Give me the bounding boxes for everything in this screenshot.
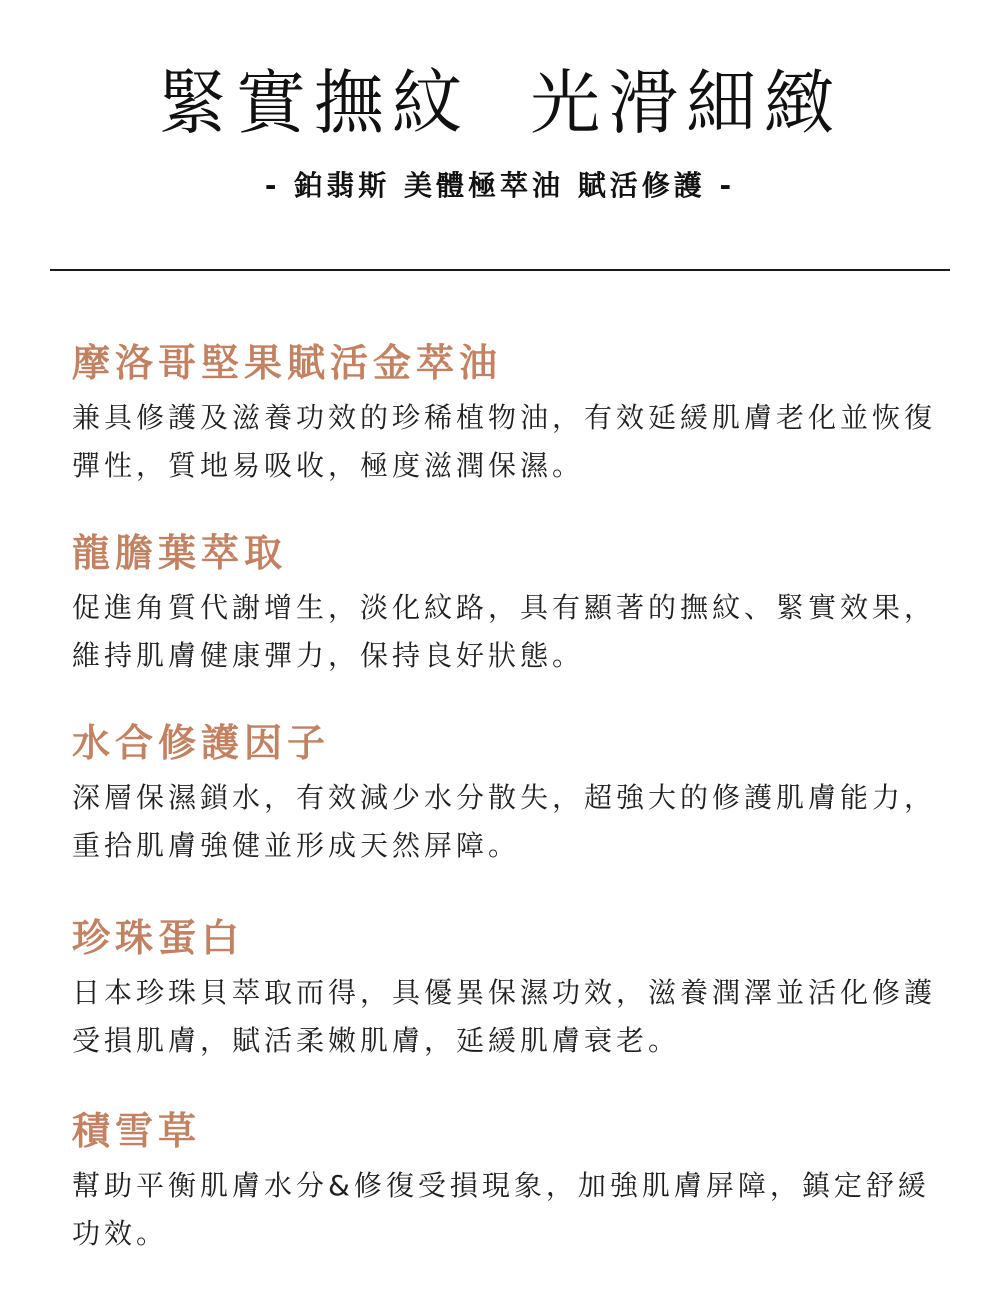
ingredient-section-centella bbox=[72, 1106, 952, 1258]
ingredient-description: 深層保濕鎖水，有效減少水分散失，超強大的修護肌膚能力，重拾肌膚強健並形成天然屏障。 bbox=[72, 781, 937, 862]
ingredient-description: 日本珍珠貝萃取而得，具優異保濕功效，滋養潤澤並活化修護受損肌膚，賦活柔嫩肌膚，延緩肌膚衰老。 bbox=[72, 976, 937, 1057]
divider-line bbox=[50, 269, 950, 271]
ingredient-section-gentian-leaf bbox=[72, 528, 952, 680]
ingredient-description: 促進角質代謝增生，淡化紋路，具有顯著的撫紋、緊實效果，維持肌膚健康彈力，保持良好狀態。 bbox=[72, 591, 937, 672]
ingredient-heading: 龍膽葉萃取 bbox=[72, 531, 288, 575]
ingredient-section-pearl-protein bbox=[72, 913, 952, 1065]
page-title: 緊實撫紋 光滑細緻 bbox=[157, 62, 843, 144]
ingredient-section-hydration-factor bbox=[72, 718, 952, 870]
ingredient-heading: 積雪草 bbox=[72, 1109, 202, 1153]
ingredient-heading: 摩洛哥堅果賦活金萃油 bbox=[72, 341, 503, 385]
ingredient-heading: 水合修護因子 bbox=[72, 721, 331, 765]
ingredient-description: 幫助平衡肌膚水分&修復受損現象，加強肌膚屏障，鎮定舒緩功效。 bbox=[72, 1169, 930, 1250]
ingredient-description: 兼具修護及滋養功效的珍稀植物油，有效延緩肌膚老化並恢復彈性，質地易吸收，極度滋潤保濕。 bbox=[72, 401, 937, 482]
ingredient-heading: 珍珠蛋白 bbox=[72, 916, 245, 960]
page-subtitle: - 鉑翡斯 美體極萃油 賦活修護 - bbox=[264, 169, 736, 202]
ingredient-section-argan-oil bbox=[72, 338, 952, 490]
